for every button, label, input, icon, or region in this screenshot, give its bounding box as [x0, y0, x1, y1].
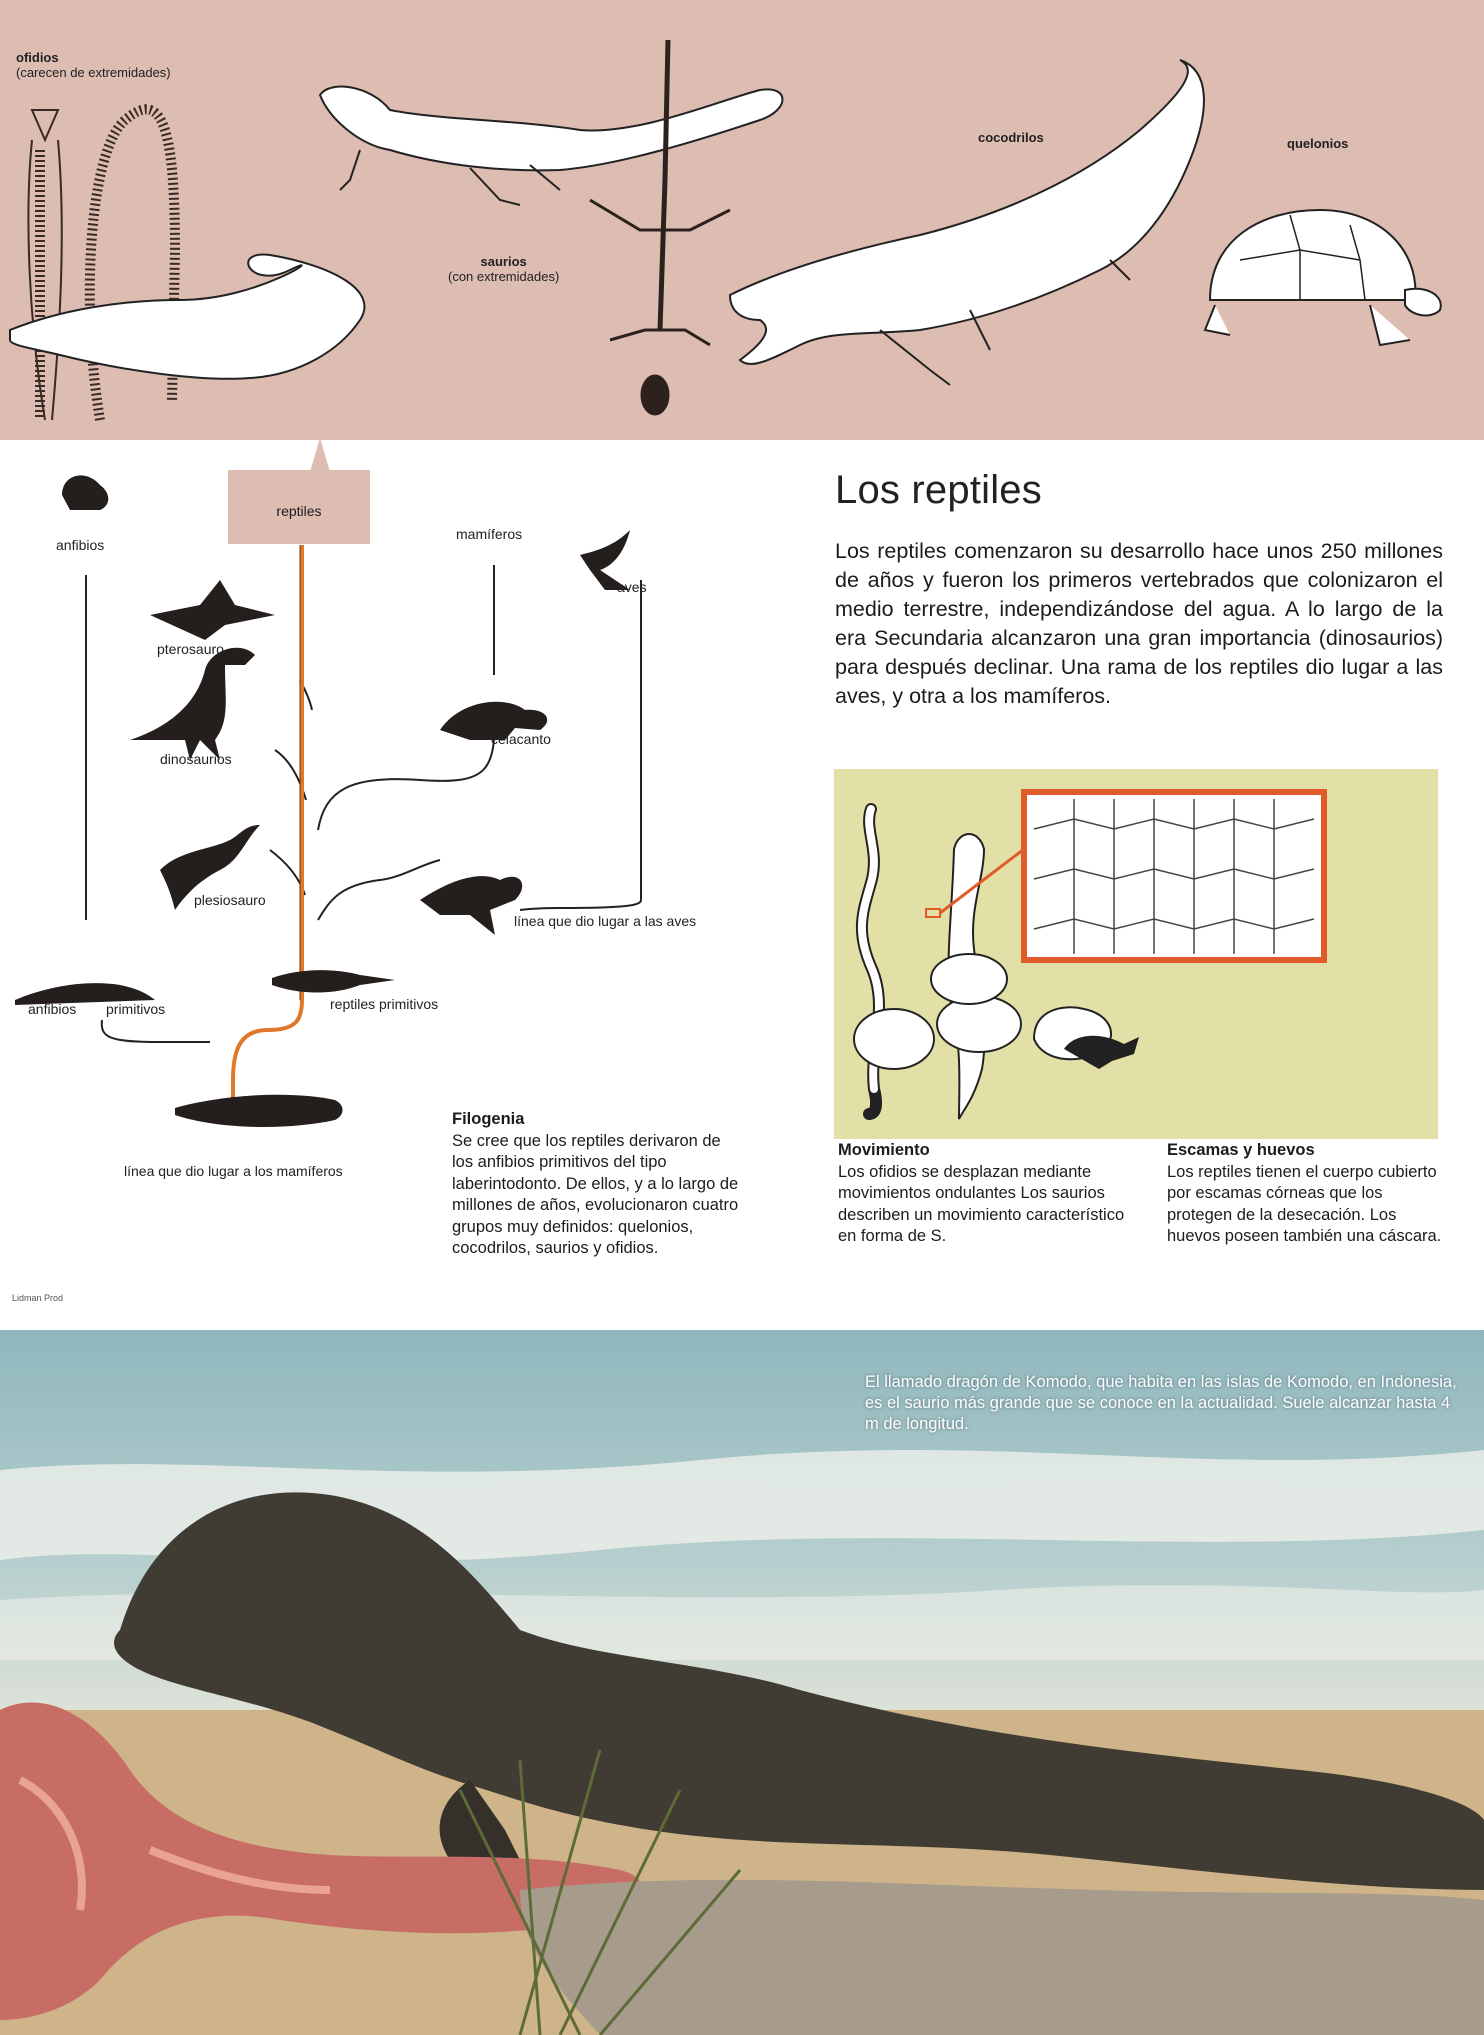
arqueopterix-icon [420, 876, 522, 935]
lizard-icon [320, 87, 783, 171]
band-drawings [0, 0, 1484, 440]
komodo-photo [0, 1330, 1484, 2035]
label-mamiferos: mamíferos [456, 526, 523, 542]
dinosaurio-icon [130, 648, 255, 760]
label-pterosauro: pterosauro [157, 641, 224, 657]
label-linea-mamiferos: línea que dio lugar a los mamíferos [124, 1163, 343, 1179]
label-anfibios-primitivos-1: anfibios [28, 1001, 77, 1017]
page-title: Los reptiles [835, 468, 1042, 512]
scales-zoom-frame [1024, 792, 1324, 960]
cocodrilos-label: cocodrilos [978, 130, 1044, 145]
escamas-text: Los reptiles tienen el cuerpo cubierto por escamas córneas que los protegen de la desecación. Los huevos poseen también una cáscara. [1167, 1162, 1442, 1245]
movement-scales-panel [834, 769, 1438, 1139]
movimiento-text: Los ofidios se desplazan mediante movimientos ondulantes Los saurios describen un movimiento característico en forma de S. [838, 1162, 1125, 1245]
quelonios-label: quelonios [1287, 136, 1349, 151]
movimiento-caption [838, 1140, 1128, 1248]
pterosauro-icon [150, 580, 275, 640]
snake-icon [10, 255, 364, 379]
tortoise-icon [1205, 210, 1441, 345]
label-aves: aves [617, 579, 647, 595]
movimiento-heading: Movimiento [838, 1141, 930, 1159]
hatchling-icon [1064, 1036, 1139, 1069]
label-anfibios: anfibios [56, 537, 105, 553]
komodo-scene [0, 1330, 1484, 2035]
escamas-heading: Escamas y huevos [1167, 1141, 1315, 1159]
animal-groups-illustration [0, 0, 1484, 440]
lizard-skeleton-icon [590, 40, 730, 415]
photo-credit: Lidman Prod [12, 1293, 64, 1303]
label-celacanto: celacanto [491, 731, 551, 747]
label-plesiosauro: plesiosauro [194, 892, 266, 908]
reptiles-node: reptiles [228, 470, 370, 544]
crocodile-icon [730, 60, 1204, 364]
label-dinosaurios: dinosaurios [160, 751, 232, 767]
saurios-label: saurios (con extremidades) [448, 254, 560, 284]
reptil-primitivo-icon [272, 970, 395, 992]
filogenia-text: Se cree que los reptiles derivaron de los anfibios primitivos del tipo laberintodonto. De ellos, y a lo largo de millones de años, evolucionaron cuatro grupos muy definidos: quelonios, cocodrilos, saurios y ofidios. [452, 1131, 739, 1257]
label-reptiles-primitivos: reptiles primitivos [330, 996, 439, 1012]
label-linea-aves: línea que dio lugar a las aves [514, 913, 697, 929]
intro-paragraph: Los reptiles comenzaron su desarrollo hace unos 250 millones de años y fueron los primeros vertebrados que colonizaron el medio terrestre, independizándose del agua. A lo largo de la era Secundaria alcanzaron una gran importancia (dinosaurios) para después declinar. Una rama de los reptiles dio lugar a las aves, y otra a los mamíferos. [835, 539, 1443, 708]
filogenia-heading: Filogenia [452, 1110, 525, 1128]
movement-scales-drawing [834, 769, 1438, 1139]
filogenia-caption [452, 1109, 742, 1260]
anfibio-icon [62, 475, 108, 510]
label-anfibios-primitivos-2: primitivos [106, 1001, 166, 1017]
ofidios-label: ofidios (carecen de extremidades) [16, 50, 171, 80]
pez-ancestro-icon [175, 1095, 343, 1127]
photo-caption: El llamado dragón de Komodo, que habita en las islas de Komodo, en Indonesia, es el saurio más grande que se conoce en la actualidad. Suele alcanzar hasta 4 m de longitud. [865, 1373, 1457, 1433]
escamas-caption [1167, 1140, 1442, 1248]
